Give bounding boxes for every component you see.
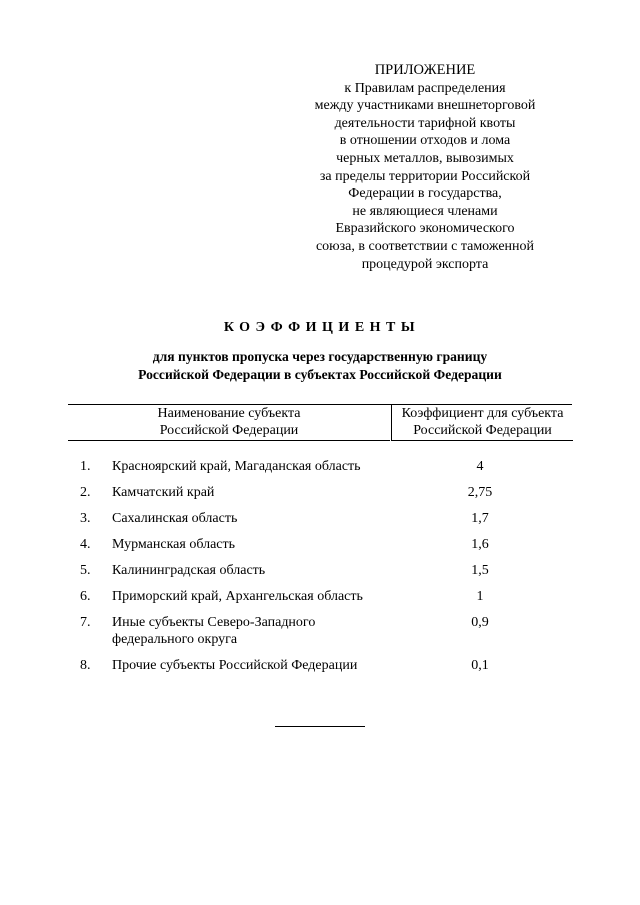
- table-row: [68, 510, 572, 527]
- table-row: [68, 458, 572, 475]
- column-header-line: Российской Федерации: [413, 423, 552, 438]
- row-number: 5.: [80, 563, 91, 578]
- subject-name: [112, 458, 392, 475]
- document-title: КОЭФФИЦИЕНТЫ: [223, 320, 421, 335]
- column-header-line: Российской Федерации: [159, 423, 299, 438]
- appendix-line: черных металлов, вывозимых: [336, 150, 514, 166]
- subject-name: [112, 614, 392, 648]
- row-number: 3.: [80, 511, 91, 526]
- table-row: [68, 614, 572, 648]
- subject-name: [112, 536, 392, 553]
- column-header-coefficient: [391, 405, 573, 441]
- subject-name-line: Красноярский край, Магаданская область: [112, 459, 361, 474]
- appendix-heading: ПРИЛОЖЕНИЕ: [374, 62, 476, 78]
- appendix-line: Евразийского экономического: [335, 221, 515, 237]
- appendix-line: процедурой экспорта: [361, 256, 489, 272]
- subject-name-line: Прочие субъекты Российской Федерации: [112, 658, 358, 673]
- row-number: 7.: [80, 615, 91, 630]
- subject-name-line: Камчатский край: [112, 485, 215, 500]
- table-row: [68, 484, 572, 501]
- coefficient-value: 4: [476, 459, 484, 474]
- appendix-line: в отношении отходов и лома: [339, 133, 511, 149]
- document-subtitle: [60, 348, 580, 383]
- table-row: [68, 536, 572, 553]
- table-row: [68, 588, 572, 605]
- subtitle-line: для пунктов пропуска через государственную границу: [152, 349, 488, 364]
- appendix-line: к Правилам распределения: [344, 80, 506, 96]
- coefficient-value: 1,5: [471, 563, 489, 578]
- appendix-line: союза, в соответствии с таможенной: [315, 238, 535, 254]
- table-row: [68, 657, 572, 674]
- subject-name: [112, 562, 392, 579]
- row-number: 4.: [80, 537, 91, 552]
- subject-name: [112, 657, 392, 674]
- table-row: [68, 562, 572, 579]
- coefficient-value: 0,1: [471, 658, 489, 673]
- subject-name-line: федерального округа: [112, 632, 238, 647]
- subject-name-line: Приморский край, Архангельская область: [112, 589, 363, 604]
- appendix-line: не являющиеся членами: [352, 203, 498, 219]
- appendix-line: Федерации в государства,: [348, 186, 502, 202]
- coefficient-table-body: [68, 458, 572, 683]
- subject-name-line: Калининградская область: [112, 563, 266, 578]
- row-number: 6.: [80, 589, 91, 604]
- row-number: 8.: [80, 658, 91, 673]
- appendix-line: между участниками внешнеторговой: [314, 98, 536, 114]
- row-number: 1.: [80, 459, 91, 474]
- coefficient-value: 0,9: [471, 615, 489, 630]
- appendix-block: [300, 62, 550, 273]
- column-header-name: [68, 405, 390, 441]
- subject-name-line: Иные субъекты Северо-Западного: [112, 615, 316, 630]
- coefficient-value: 1,6: [471, 537, 489, 552]
- subject-name: [112, 588, 392, 605]
- column-header-line: Наименование субъекта: [157, 406, 301, 421]
- row-number: 2.: [80, 485, 91, 500]
- subject-name: [112, 484, 392, 501]
- subtitle-line: Российской Федерации в субъектах Российской Федерации: [138, 366, 502, 382]
- appendix-line: деятельности тарифной квоты: [334, 115, 516, 131]
- column-header-line: Коэффициент для субъекта: [401, 406, 564, 421]
- coefficient-value: 1,7: [471, 511, 489, 526]
- subject-name-line: Сахалинская область: [112, 511, 238, 526]
- coefficient-value: 1: [476, 589, 484, 604]
- coefficient-value: 2,75: [467, 485, 493, 500]
- subject-name-line: Мурманская область: [112, 537, 236, 552]
- end-of-document-rule: [275, 726, 365, 727]
- subject-name: [112, 510, 392, 527]
- appendix-line: за пределы территории Российской: [319, 168, 531, 184]
